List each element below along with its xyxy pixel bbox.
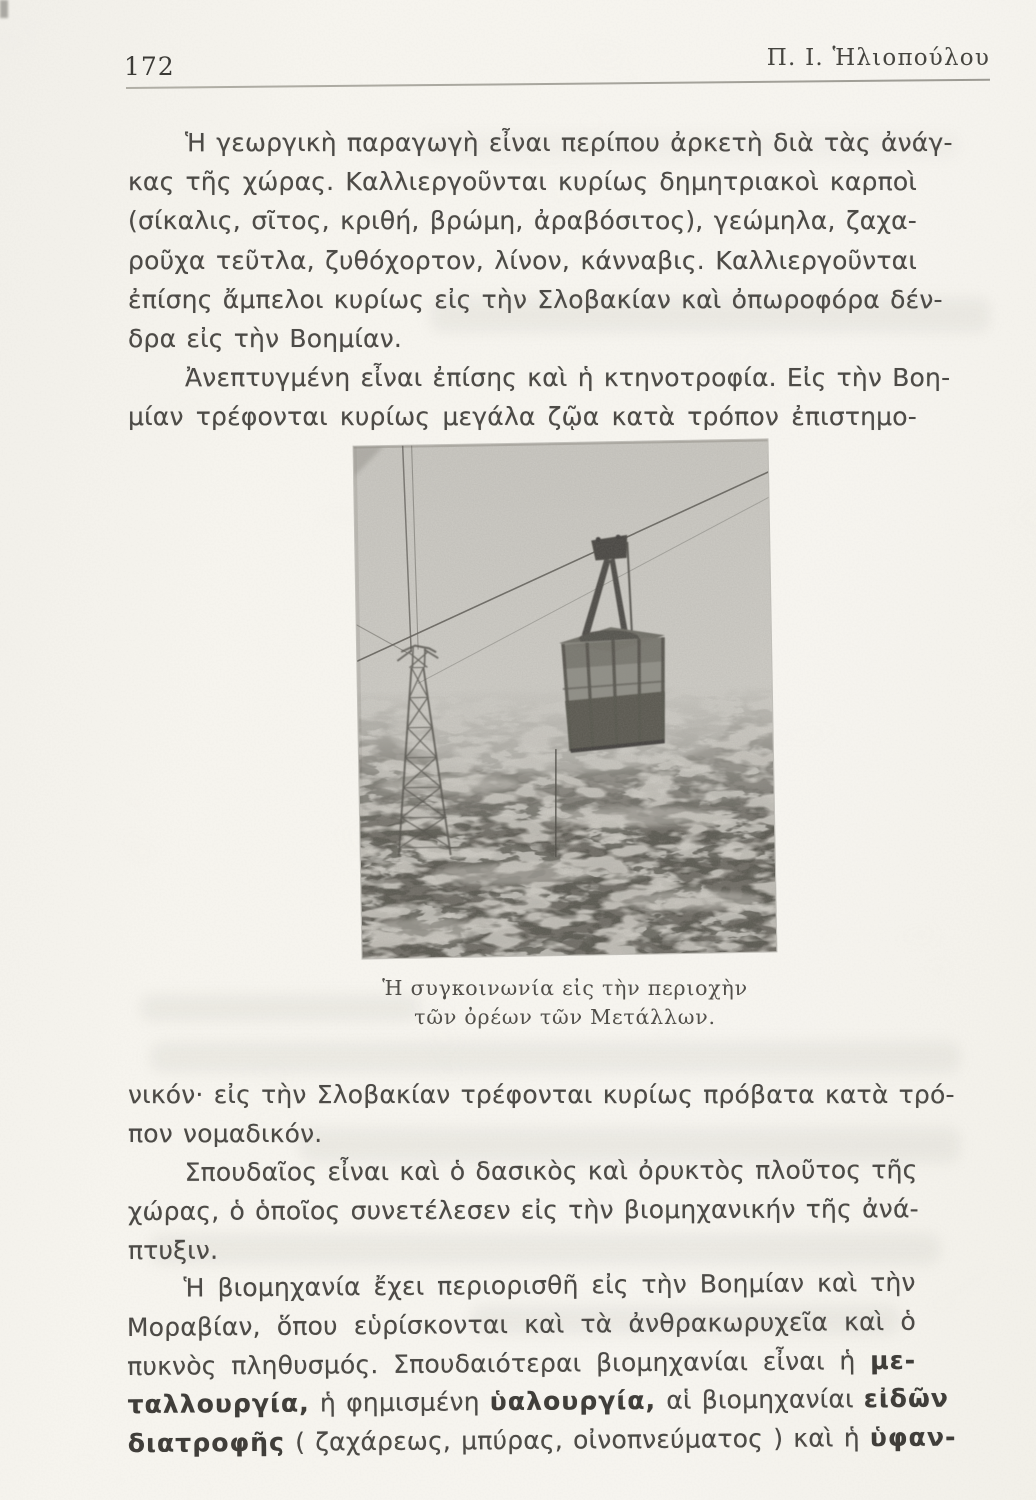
cable-car-illustration bbox=[354, 439, 777, 958]
figure-caption-line: Ἡ συγκοινωνία εἰς τὴν περιοχὴν bbox=[382, 976, 748, 1000]
text-line bbox=[127, 1419, 957, 1464]
text-line: Ἀνεπτυγμένη εἶναι ἐπίσης καὶ ἡ κτηνοτροφία. Εἰς τὴν Βοη- bbox=[185, 363, 951, 393]
text-line: ροῦχα τεῦτλα, ζυθόχορτον, λίνον, κάνναβις. Καλλιεργοῦνται bbox=[128, 245, 917, 275]
text-line: ἐπίσης ἄμπελοι κυρίως εἰς τὴν Σλοβακίαν καὶ ὀπωροφόρα δέν- bbox=[128, 284, 943, 314]
text-line: πτυξιν. bbox=[127, 1234, 219, 1265]
running-title: Π. Ι. Ἡλιοπούλου bbox=[766, 45, 990, 71]
emphasis-segment: ὑφαν- bbox=[869, 1422, 957, 1453]
emphasis-segment: εἰδῶν bbox=[863, 1383, 950, 1414]
text-segment: ( ζαχάρεως, μπύρας, οἰνοπνεύματος ) καὶ ἡ bbox=[284, 1423, 871, 1457]
emphasis-segment: με- bbox=[870, 1345, 917, 1375]
text-segment: ἡ φημισμένη bbox=[309, 1387, 490, 1418]
text-block-upper bbox=[128, 123, 953, 437]
scan-corner-artifact bbox=[0, 0, 8, 18]
text-block-lower bbox=[126, 1076, 957, 1464]
text-line bbox=[127, 1341, 916, 1386]
header-rule bbox=[126, 79, 990, 89]
text-segment: πυκνὸς πληθυσμός. Σπουδαιότεραι βιομηχανίαι εἶναι ἡ bbox=[127, 1345, 871, 1381]
text-line bbox=[127, 1380, 950, 1425]
text-line: Ἡ γεωργικὴ παραγωγὴ εἶναι περίπου ἀρκετὴ διὰ τὰς ἀνάγ- bbox=[185, 128, 953, 157]
text-line: Μοραβίαν, ὅπου εὑρίσκονται καὶ τὰ ἀνθρακωρυχεῖα καὶ ὁ bbox=[126, 1306, 917, 1342]
emphasis-segment: ὑαλουργία, bbox=[489, 1386, 657, 1417]
text-line: πον νομαδικόν. bbox=[128, 1118, 323, 1148]
text-segment: αἱ βιομηχανίαι bbox=[656, 1384, 864, 1416]
text-line: μίαν τρέφονται κυρίως μεγάλα ζῷα κατὰ τρόπον ἐπιστημο- bbox=[128, 402, 917, 432]
text-line: Ἡ βιομηχανία ἔχει περιορισθῆ εἰς τὴν Βοημίαν καὶ τὴν bbox=[183, 1267, 916, 1303]
text-line: νικόν· εἰς τὴν Σλοβακίαν τρέφονται κυρίως πρόβατα κατὰ τρό- bbox=[128, 1080, 955, 1109]
text-line: Σπουδαῖος εἶναι καὶ ὁ δασικὸς καὶ ὀρυκτὸς πλοῦτος τῆς bbox=[184, 1154, 918, 1187]
text-line: χώρας, ὁ ὁποῖος συνετέλεσεν εἰς τὴν βιομηχανικήν τῆς ἀνά- bbox=[127, 1193, 919, 1226]
paragraph bbox=[128, 1076, 955, 1154]
paragraph bbox=[128, 123, 953, 358]
paragraph bbox=[126, 1264, 957, 1464]
paragraph bbox=[128, 1151, 917, 1270]
text-line: κας τῆς χώρας. Καλλιεργοῦνται κυρίως δημητριακοὶ καρποὶ bbox=[128, 167, 917, 197]
page-number: 172 bbox=[124, 52, 175, 81]
text-line: δρα εἰς τὴν Βοημίαν. bbox=[128, 324, 403, 354]
cable-car-photo bbox=[354, 439, 777, 958]
paragraph bbox=[128, 358, 951, 436]
emphasis-segment: ταλλουργία, bbox=[127, 1388, 310, 1420]
figure-caption bbox=[300, 974, 830, 1032]
text-line: (σίκαλις, σῖτος, κριθή, βρώμη, ἀραβόσιτος), γεώμηλα, ζαχα- bbox=[128, 206, 917, 236]
ink-showthrough bbox=[150, 1042, 960, 1072]
figure-caption-line: τῶν ὀρέων τῶν Μετάλλων. bbox=[414, 1005, 716, 1029]
emphasis-segment: διατροφῆς bbox=[127, 1427, 286, 1459]
